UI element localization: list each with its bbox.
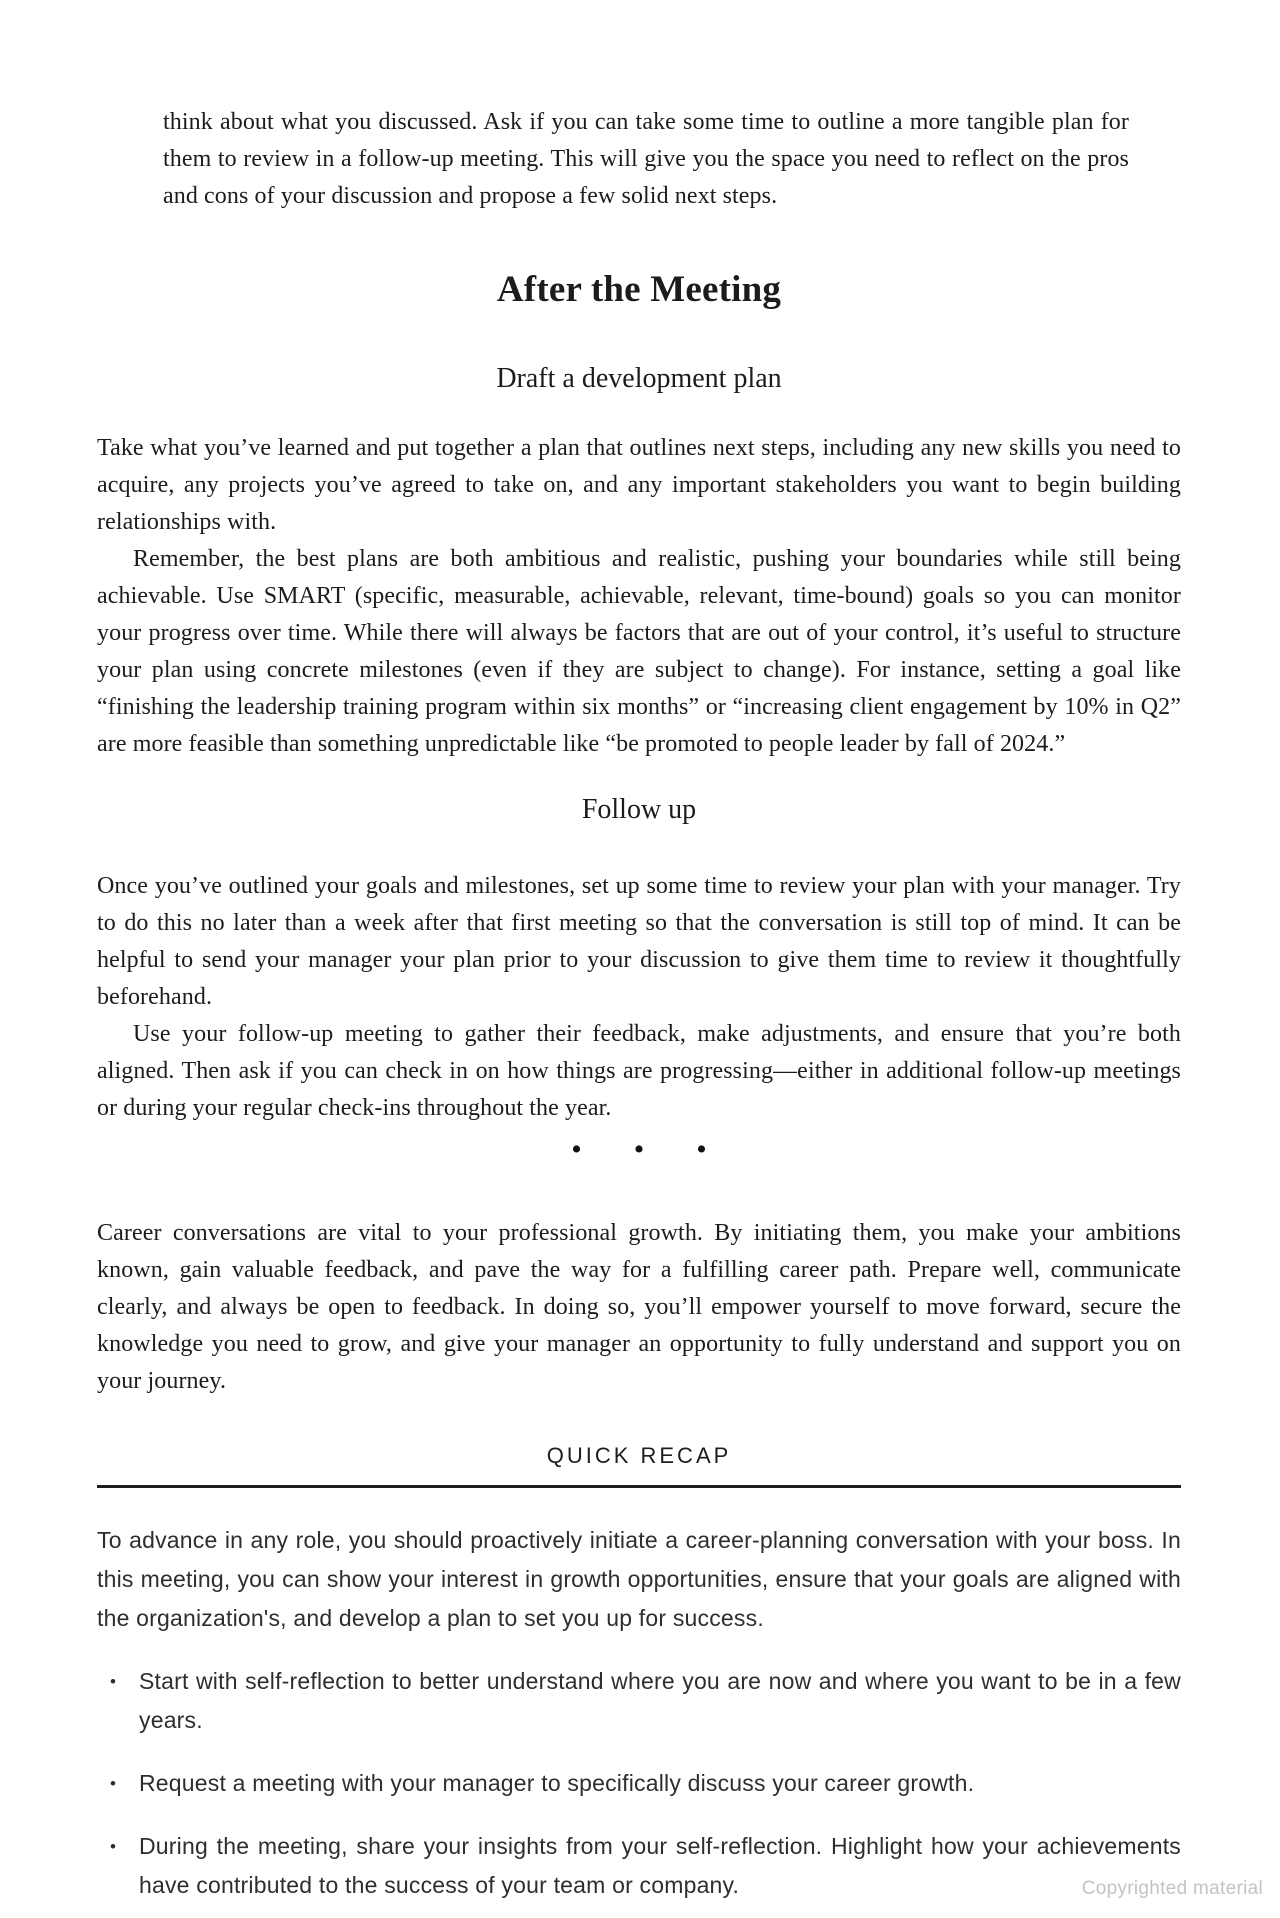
paragraph-draft-plan-1: Take what you’ve learned and put together a plan that outlines next steps, including any new skills you need to acquire, any projects you’ve agreed to take on, and any important stakeholders you want to begin building relationships with.	[97, 435, 1181, 535]
subheading-follow-up: Follow up	[581, 794, 697, 825]
paragraph-follow-up-1: Once you’ve outlined your goals and milestones, set up some time to review your plan with your manager. Try to do this no later than a week after that first meeting so that the conversation is still top of mind. It can be helpful to send your manager your plan prior to your discussion to give them time to review it thoughtfully beforehand.	[97, 873, 1181, 1010]
list-item	[97, 1764, 1181, 1803]
recap-summary-paragraph: To advance in any role, you should proactively initiate a career-planning conversation with your boss. In this meeting, you can show your interest in growth opportunities, ensure that your goals are aligned with the organization's, and develop a plan to set you up for success.	[97, 1527, 1181, 1631]
subheading-draft-plan: Draft a development plan	[496, 363, 782, 394]
bullet-marker: •	[110, 1837, 116, 1856]
intro-continuation-paragraph: think about what you discussed. Ask if you can take some time to outline a more tangible plan for them to review in a follow-up meeting. This will give you the space you need to reflect on the pros and cons of your discussion and propose a few solid next steps.	[163, 109, 1129, 209]
bullet-marker: •	[110, 1774, 116, 1793]
recap-bullet-list	[97, 1662, 1181, 1905]
recap-divider-rule	[97, 1485, 1181, 1488]
closing-paragraph: Career conversations are vital to your professional growth. By initiating them, you make your ambitions known, gain valuable feedback, and pave the way for a fulfilling career path. Prepare well, communicate clearly, and always be open to feedback. In doing so, you’ll empower yourself to move forward, secure the knowledge you need to grow, and give your manager an opportunity to fully understand and support you on your journey.	[97, 1220, 1181, 1394]
recap-bullet-text: Request a meeting with your manager to specifically discuss your career growth.	[139, 1770, 975, 1796]
quick-recap-title: QUICK RECAP	[546, 1443, 732, 1468]
separator-dot: •	[633, 1133, 645, 1166]
separator-dot: •	[696, 1133, 707, 1166]
paragraph-follow-up-2: Use your follow-up meeting to gather their feedback, make adjustments, and ensure that you’re both aligned. Then ask if you can check in on how things are progressing—either in additional follow-up meetings or during your regular check-ins throughout the year.	[97, 1021, 1181, 1121]
chapter-heading: After the Meeting	[496, 269, 782, 310]
paragraph-draft-plan-2: Remember, the best plans are both ambitious and realistic, pushing your boundaries while still being achievable. Use SMART (specific, measurable, achievable, relevant, time-bound) goals so you can monitor your progress over time. While there will always be factors that are out of your control, it’s useful to structure your plan using concrete milestones (even if they are subject to change). For instance, setting a goal like “finishing the leadership training program within six months” or “increasing client engagement by 10% in Q2” are more feasible than something unpredictable like “be promoted to people leader by fall of 2024.”	[97, 546, 1181, 757]
section-separator-dots	[97, 1135, 1181, 1165]
copyright-notice: Copyrighted material	[1081, 1878, 1263, 1899]
separator-dot: •	[571, 1133, 582, 1166]
recap-bullet-text: Start with self-reflection to better understand where you are now and where you want to be in a few years.	[139, 1668, 1181, 1733]
recap-bullet-text: During the meeting, share your insights from your self-reflection. Highlight how your achievements have contributed to the success of your team or company.	[139, 1833, 1181, 1898]
list-item	[97, 1662, 1181, 1740]
list-item	[97, 1827, 1181, 1905]
bullet-marker: •	[110, 1672, 116, 1691]
